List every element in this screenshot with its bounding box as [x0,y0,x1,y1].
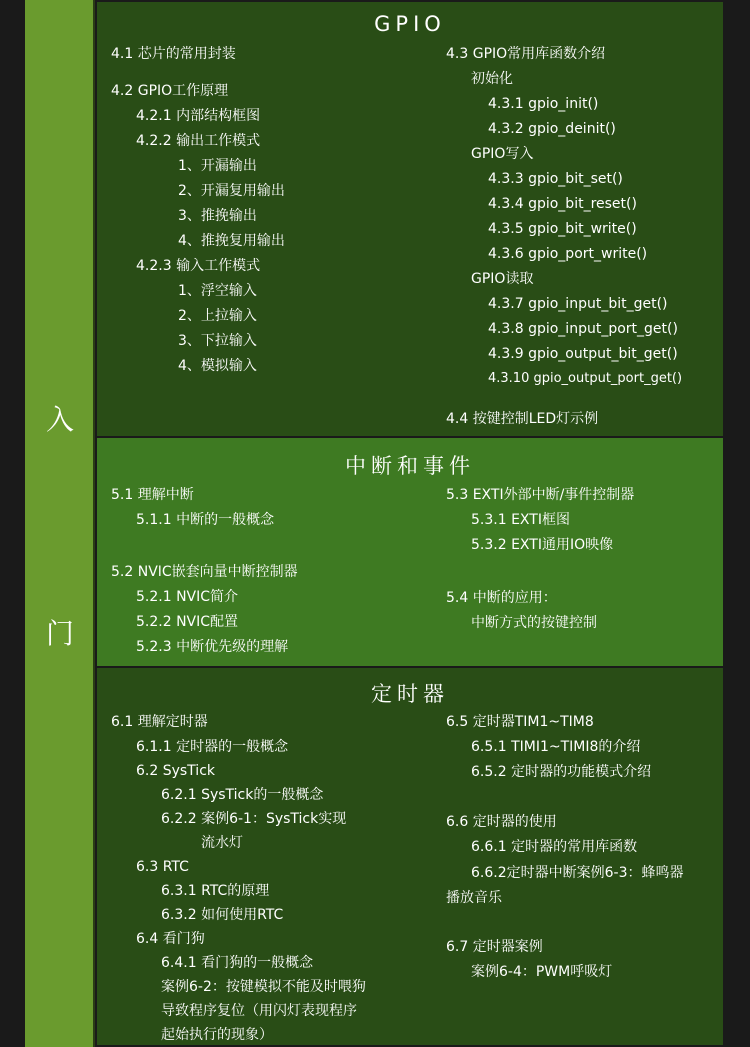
toc-item: 4、推挽复用输出 [178,233,285,249]
interrupt-section [95,436,725,668]
side-label-char: 入 [45,403,74,436]
toc-item: 4.3.3 gpio_bit_set() [488,171,623,187]
toc-subheading: 初始化 [471,71,513,87]
toc-item: 6.3 RTC [136,859,189,875]
toc-item: 5.2.1 NVIC简介 [136,589,239,605]
toc-item: 4.3.9 gpio_output_bit_get() [488,346,678,362]
toc-item: 5.3.1 EXTI框图 [471,512,570,528]
toc-item: 6.2 SysTick [136,763,215,779]
toc-subheading: GPIO写入 [471,146,534,162]
toc-item: 4.3.5 gpio_bit_write() [488,221,637,237]
toc-item: 4.2.2 输出工作模式 [136,133,261,149]
toc-item: 6.5 定时器TIM1~TIM8 [446,714,594,730]
toc-item: 5.2.3 中断优先级的理解 [136,639,289,655]
toc-item: 6.5.1 TIMI1~TIMI8的介绍 [471,739,641,755]
toc-item: 6.1 理解定时器 [111,714,208,730]
toc-item: 5.1 理解中断 [111,487,194,503]
toc-item: 4.3.8 gpio_input_port_get() [488,321,678,337]
toc-item: 6.1.1 定时器的一般概念 [136,739,289,755]
toc-item: 5.2 NVIC嵌套向量中断控制器 [111,564,298,580]
toc-item: 6.5.2 定时器的功能模式介绍 [471,764,652,780]
toc-subheading: GPIO读取 [471,271,534,287]
toc-item: 4.2 GPIO工作原理 [111,83,229,99]
toc-item: 3、推挽输出 [178,208,257,224]
toc-item: 4、模拟输入 [178,358,257,374]
toc-item: 案例6-2：按键模拟不能及时喂狗 [161,979,366,995]
toc-item: 5.3.2 EXTI通用IO映像 [471,537,614,553]
toc-item: 流水灯 [201,835,243,851]
toc-item: 3、下拉输入 [178,333,257,349]
section-title: 定时器 [371,682,449,706]
toc-item: 5.1.1 中断的一般概念 [136,512,275,528]
toc-item: 中断方式的按键控制 [471,615,597,631]
toc-item: 播放音乐 [446,890,502,906]
toc-item: 6.3.1 RTC的原理 [161,883,270,899]
toc-item: 4.3.10 gpio_output_port_get() [488,371,683,386]
toc-item: 4.3 GPIO常用库函数介绍 [446,46,606,62]
toc-item: 导致程序复位（用闪灯表现程序 [161,1003,357,1019]
toc-item: 6.2.2 案例6-1：SysTick实现 [161,811,347,827]
toc-item: 6.6.1 定时器的常用库函数 [471,839,638,855]
toc-item: 1、浮空输入 [178,283,257,299]
side-label-char: 门 [45,617,74,650]
toc-item: 6.4.1 看门狗的一般概念 [161,955,314,971]
toc-item: 6.7 定时器案例 [446,939,543,955]
toc-item: 6.4 看门狗 [136,931,205,947]
toc-item: 4.3.6 gpio_port_write() [488,246,648,262]
toc-item: 4.3.7 gpio_input_bit_get() [488,296,668,312]
toc-item: 起始执行的现象） [161,1027,273,1043]
toc-item: 4.3.1 gpio_init() [488,96,599,112]
toc-item: 4.1 芯片的常用封装 [111,46,236,62]
toc-item: 2、开漏复用输出 [178,183,285,199]
toc-item: 4.2.3 输入工作模式 [136,258,261,274]
section-title: 中断和事件 [345,454,475,478]
toc-item: 2、上拉输入 [178,308,257,324]
toc-item: 4.2.1 内部结构框图 [136,108,261,124]
gpio-section [95,0,725,438]
toc-item: 6.2.1 SysTick的一般概念 [161,787,324,803]
toc-item: 6.6.2定时器中断案例6-3：蜂鸣器 [471,865,684,881]
toc-item: 6.6 定时器的使用 [446,814,557,830]
toc-item: 5.3 EXTI外部中断/事件控制器 [446,487,635,503]
toc-item: 6.3.2 如何使用RTC [161,907,284,923]
toc-item: 4.3.2 gpio_deinit() [488,121,616,137]
toc-item: 5.4 中断的应用： [446,590,557,606]
toc-item: 1、开漏输出 [178,158,257,174]
toc-item: 4.4 按键控制LED灯示例 [446,411,599,427]
toc-item: 案例6-4：PWM呼吸灯 [471,964,613,980]
section-title: GPIO [374,12,446,36]
side-bar [25,0,95,1047]
toc-item: 4.3.4 gpio_bit_reset() [488,196,637,212]
timer-section [95,666,725,1047]
toc-item: 5.2.2 NVIC配置 [136,614,239,630]
